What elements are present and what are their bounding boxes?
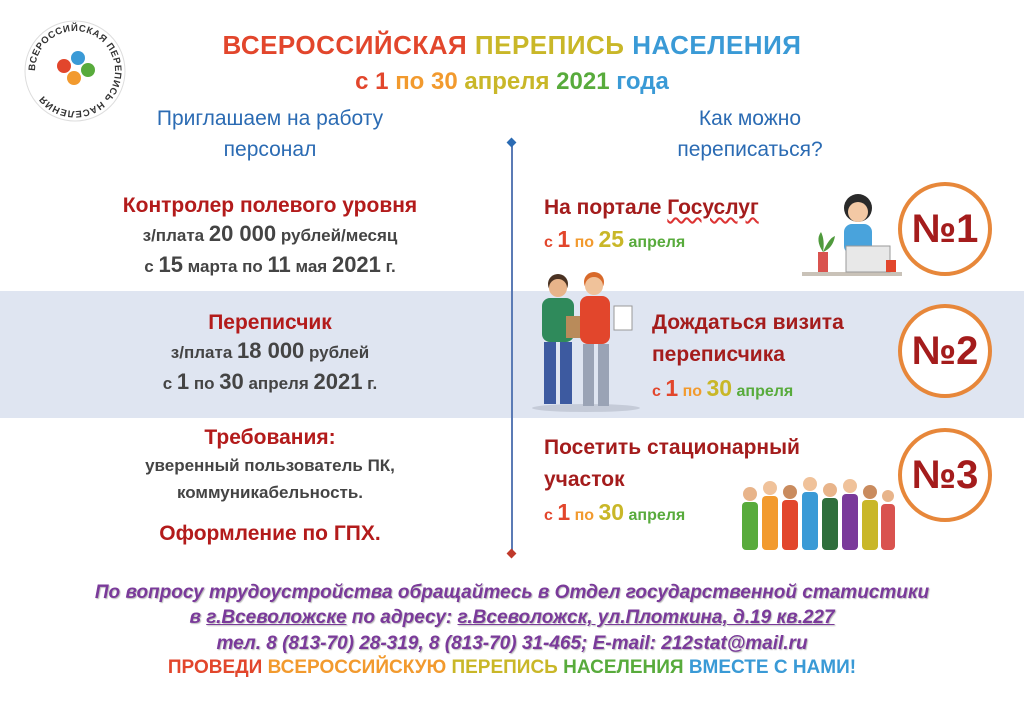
- date-part: 25: [598, 226, 625, 252]
- left-header-line-1: Приглашаем на работу: [156, 107, 384, 130]
- center-divider: [511, 143, 513, 553]
- period-part: 2021: [331, 252, 381, 277]
- job-enumerator-pay: [60, 337, 480, 367]
- date-part: с: [544, 507, 558, 524]
- woman-laptop-illustration: [802, 190, 902, 278]
- date-part: апреля: [624, 507, 686, 524]
- period-part: с: [162, 374, 177, 393]
- contract-type: Оформление по ГПХ.: [159, 522, 381, 545]
- subtitle-part-5: года: [616, 68, 669, 95]
- period-part: 30: [219, 369, 244, 394]
- date-part: по: [570, 507, 599, 524]
- option-visit: [652, 307, 892, 409]
- divider-top-marker: [507, 138, 517, 148]
- subtitle-part-3: апреля: [464, 68, 557, 95]
- pay-prefix: з/плата: [142, 226, 209, 245]
- option-gosuslugi: [544, 192, 814, 258]
- pay-suffix: рублей/месяц: [276, 226, 398, 245]
- slogan-part: НАСЕЛЕНИЯ: [563, 657, 689, 678]
- job-controller-pay: [60, 220, 480, 250]
- date-part: с: [652, 383, 666, 400]
- subtitle-part-1: с 1: [355, 68, 396, 95]
- requirements-line-1: уверенный пользователь ПК,: [145, 456, 395, 475]
- left-header: [100, 103, 440, 165]
- footer-contact-line-2: [0, 607, 1024, 629]
- date-part: апреля: [624, 234, 686, 251]
- subtitle-part-2: по 30: [395, 68, 465, 95]
- period-part: 1: [176, 369, 190, 394]
- logo-ring-text: ВСЕРОССИЙСКАЯ ПЕРЕПИСЬ НАСЕЛЕНИЯ: [26, 22, 124, 120]
- option-3-badge: №3: [898, 428, 992, 522]
- period-part: марта по: [182, 257, 268, 276]
- footer-address-link: г.Всеволожск, ул.Плоткина, д.19 кв.227: [457, 607, 835, 628]
- slogan-part: ВСЕРОССИЙСКУЮ: [267, 657, 452, 678]
- footer-city-link: г.Всеволожске: [206, 607, 347, 628]
- date-part: 1: [665, 375, 679, 401]
- two-men-illustration: [528, 270, 644, 412]
- requirements: [60, 424, 480, 548]
- pay-suffix: рублей: [304, 343, 370, 362]
- crowd-illustration: [738, 474, 898, 554]
- period-part: по: [189, 374, 220, 393]
- period-part: г.: [380, 257, 396, 276]
- date-part: 30: [598, 499, 625, 525]
- job-controller-title: Контролер полевого уровня: [122, 194, 418, 217]
- option-3-title-line-1: Посетить стационарный: [544, 436, 800, 459]
- slogan-part: ВМЕСТЕ С НАМИ!: [688, 657, 857, 678]
- pay-amount: 20 000: [208, 221, 277, 246]
- left-header-line-2: персонал: [223, 138, 317, 161]
- gosuslugi-link: Госуслуг: [667, 196, 759, 219]
- period-part: 11: [267, 252, 291, 277]
- right-header-line-1: Как можно: [698, 107, 802, 130]
- period-part: мая: [290, 257, 332, 276]
- footer-contact-line-1: По вопросу трудоустройства обращайтесь в Отдел государственной статистики: [94, 582, 930, 603]
- period-part: апреля: [243, 374, 314, 393]
- date-part: по: [678, 383, 707, 400]
- period-part: с: [144, 257, 159, 276]
- date-part: апреля: [732, 383, 794, 400]
- job-enumerator-title: Переписчик: [208, 311, 332, 334]
- option-2-title-line-1: Дождаться визита: [652, 311, 844, 334]
- job-enumerator: [60, 309, 480, 399]
- title-word-2: ПЕРЕПИСЬ: [474, 30, 633, 60]
- job-controller-period: [60, 250, 480, 282]
- subtitle-part-4: 2021: [556, 68, 617, 95]
- footer-slogan: [0, 657, 1024, 679]
- period-part: 15: [158, 252, 183, 277]
- footer-text: по адресу:: [346, 607, 458, 628]
- footer-text: в: [189, 607, 207, 628]
- page-subtitle: [0, 68, 1024, 96]
- pay-prefix: з/плата: [170, 343, 237, 362]
- title-word-3: НАСЕЛЕНИЯ: [632, 30, 802, 60]
- option-1-title: На портале: [544, 196, 668, 219]
- period-part: 2021: [313, 369, 363, 394]
- title-word-1: ВСЕРОССИЙСКАЯ: [222, 30, 475, 60]
- pay-amount: 18 000: [237, 338, 305, 363]
- right-header-line-2: переписаться?: [677, 138, 823, 161]
- option-2-badge: №2: [898, 304, 992, 398]
- option-1-dates: [544, 224, 814, 258]
- date-part: 1: [557, 226, 571, 252]
- requirements-line-2: коммуникабельность.: [176, 483, 364, 502]
- date-part: с: [544, 234, 558, 251]
- job-enumerator-period: [60, 367, 480, 399]
- slogan-part: ПРОВЕДИ: [167, 657, 268, 678]
- date-part: 30: [706, 375, 733, 401]
- option-3-title-line-2: участок: [544, 468, 625, 491]
- period-part: г.: [362, 374, 378, 393]
- requirements-title: Требования:: [204, 426, 336, 449]
- date-part: 1: [557, 499, 571, 525]
- option-2-title-line-2: переписчика: [652, 343, 785, 366]
- job-controller: [60, 192, 480, 282]
- page-title: [0, 30, 1024, 61]
- slogan-part: ПЕРЕПИСЬ: [451, 657, 564, 678]
- divider-bottom-marker: [507, 549, 517, 559]
- option-2-dates: [652, 371, 892, 409]
- date-part: по: [570, 234, 599, 251]
- right-header: [600, 103, 900, 165]
- footer-phone-email: тел. 8 (813-70) 28-319, 8 (813-70) 31-465; E-mail: 212stat@mail.ru: [216, 633, 808, 654]
- option-1-badge: №1: [898, 182, 992, 276]
